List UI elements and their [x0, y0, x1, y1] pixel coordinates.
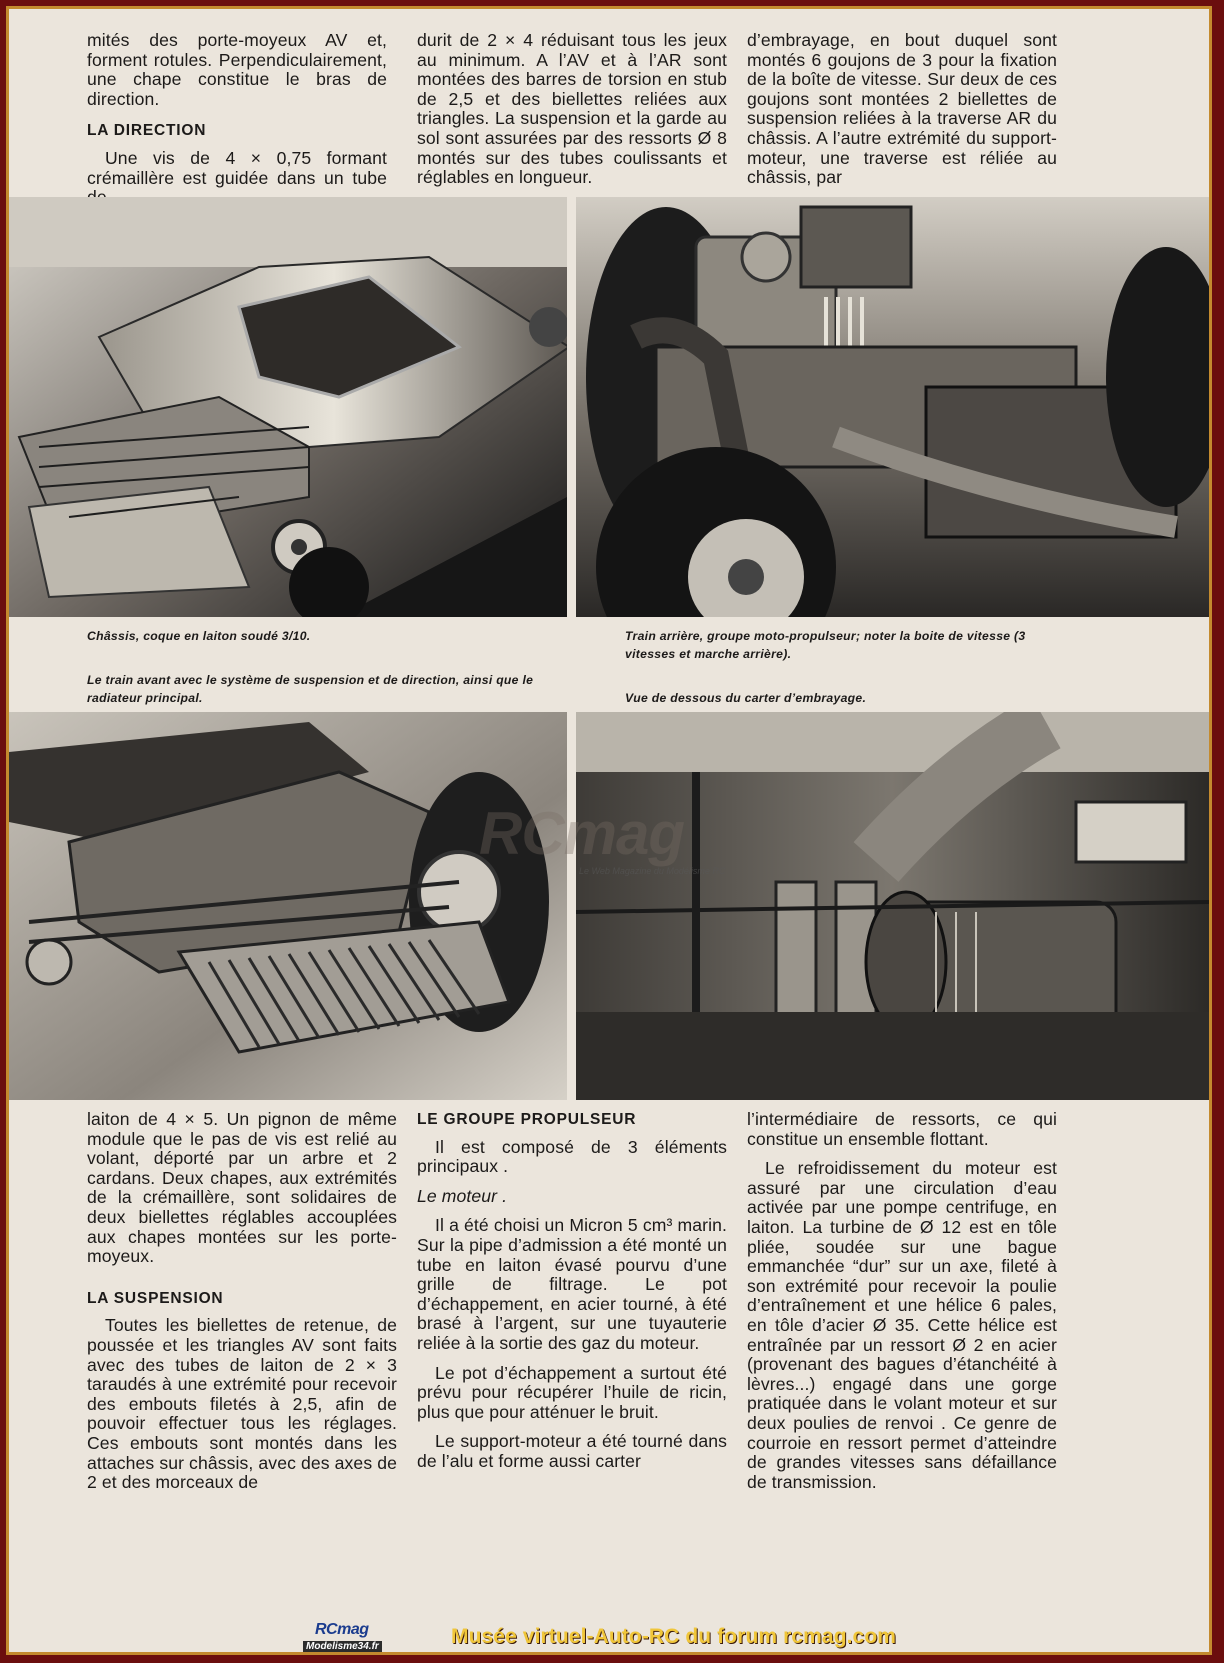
paragraph: d’embrayage, en bout duquel sont montés 6 goujons de 3 pour la fixation de la boîte de vitesse. Sur deux de ces goujons sont montées 2 biellettes de suspension reliées à la traverse AR du châssis. A l’autre extrémité du support-moteur, une traverse est réliée au châssis, par: [747, 30, 1057, 188]
front-train-photo: [9, 712, 567, 1100]
section-heading-suspension: LA SUSPENSION: [87, 1289, 224, 1307]
bottom-column-2: [417, 1110, 727, 1472]
chassis-photo: [9, 197, 567, 617]
rear-train-photo: [576, 197, 1209, 617]
paragraph: Une vis de 4 × 0,75 formant crémaillère est guidée dans un tube: [87, 147, 387, 188]
caption-chassis: Châssis, coque en laiton soudé 3/10.: [87, 629, 311, 643]
paragraph: laiton de 4 × 5. Un pignon de même module que le pas de vis est relié au volant, déporté par un arbre et 2 cardans. Deux chapes, aux extrémités de la crémaillère, sont solidaires de deux biellettes réglables accouplées aux chapes montées sur les porte-moyeux.: [87, 1109, 397, 1267]
caption-rear-train: Train arrière, groupe moto-propulseur; noter la boite de vitesse (3 vitesses et marche arrière).: [625, 629, 1026, 661]
caption-clutch-housing: Vue de dessous du carter d’embrayage.: [625, 691, 867, 705]
paragraph: durit de 2 × 4 réduisant tous les jeux au minimum. A l’AV et à l’AR sont montées des barres de torsion en stub de 2,5 et des biellettes reliées aux triangles. La suspension et la garde au sol sont assurées par des ressorts Ø 8 montés sur des tubes coulissants et réglables en longueur.: [417, 30, 727, 188]
top-column-1: [87, 31, 387, 208]
section-heading-propulseur: LE GROUPE PROPULSEUR: [417, 1111, 637, 1128]
rcmag-logo: [303, 1621, 413, 1653]
page-frame: [6, 6, 1212, 1655]
paragraph: Toutes les biellettes de retenue, de poussée et les triangles AV sont faits avec des tubes de laiton de 2 × 3 taraudés à une extrémité pour recevoir des embouts filetés à 2,5, afin de pouvoir effectuer tous les réglages. Ces embouts sont montés dans les attaches sur châssis, avec des axes de 2 et des morceaux de: [87, 1315, 397, 1493]
subheading-moteur: Le moteur .: [417, 1185, 508, 1206]
logo-top-text: RCmag: [315, 1621, 369, 1638]
logo-bottom-text: Modelisme34.fr: [303, 1641, 382, 1653]
caption-front-train: Le train avant avec le système de suspension et de direction, ainsi que le radiateur principal.: [87, 673, 534, 705]
paragraph: Il est composé de 3 éléments principaux .: [417, 1136, 727, 1177]
paragraph: Le refroidissement du moteur est assuré par une circulation d’eau activée par une pompe centrifuge, en laiton. La turbine de Ø 12 est en tôle pliée, soudée sur une bague emmanchée “dur” sur un axe, fileté à son extrémité pour recevoir la poulie d’entraînement et une hélice 6 pales, en tôle d’acier Ø 35. Cette hélice est entraînée par un ressort Ø 2 en acier (provenant des bagues d’étanchéité à lèvres...) engagé dans une gorge pratiquée dans le volant moteur et sur deux poulies de renvoi . Ce genre de courroie en ressort permet d’atteindre de grandes vitesses sans défaillance de transmission.: [747, 1158, 1057, 1492]
bottom-column-1: [87, 1110, 397, 1493]
paragraph: mités des porte-moyeux AV et, forment rotules. Perpendiculairement, une chape constitue le bras de direction.: [87, 30, 387, 109]
bottom-column-3: [747, 1110, 1057, 1492]
rcmag-watermark-tagline: Le Web Magazine du Modélisme RC: [579, 866, 726, 876]
top-column-3: [747, 31, 1057, 188]
section-heading-direction: LA DIRECTION: [87, 122, 207, 140]
paragraph: Le pot d’échappement a surtout été prévu pour récupérer l’huile de ricin, plus que pour atténuer le bruit.: [417, 1362, 727, 1422]
footer-credit: Musée virtuel-Auto-RC du forum rcmag.com: [451, 1625, 897, 1648]
top-column-2: [417, 31, 727, 188]
paragraph: Il a été choisi un Micron 5 cm³ marin. Sur la pipe d’admission a été monté un tube en laiton évasé pourvu d’une grille de filtrage. Le pot d’échappement, en acier tourné, à été brasé à l’argent, sur une tuyauterie reliée à la sortie des gaz du moteur.: [417, 1215, 727, 1353]
clutch-housing-photo: [576, 712, 1209, 1100]
paragraph: l’intermédiaire de ressorts, ce qui constitue un ensemble flottant.: [747, 1109, 1057, 1149]
rcmag-watermark: RCmag: [479, 800, 685, 867]
paragraph: Le support-moteur a été tourné dans de l’alu et forme aussi carter: [417, 1431, 727, 1471]
